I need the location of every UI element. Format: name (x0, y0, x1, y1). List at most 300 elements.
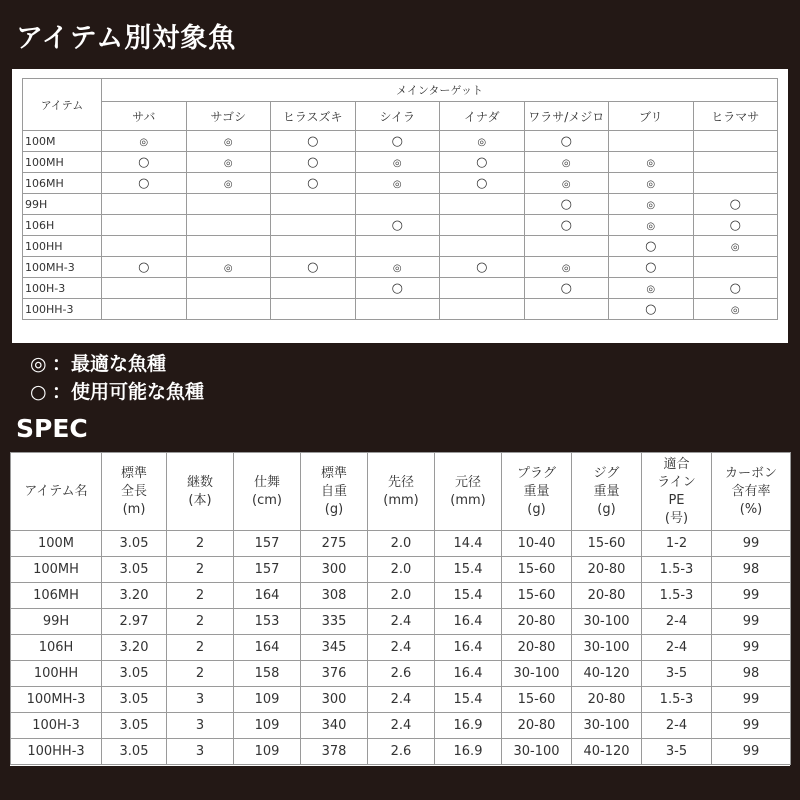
spec-value-cell: 2 (167, 635, 234, 661)
spec-header-line: 全長 (120, 483, 147, 499)
suitability-cell (440, 215, 525, 236)
spec-header-line: PE (668, 492, 685, 508)
suitability-cell (186, 152, 271, 173)
suitability-cell (102, 131, 187, 152)
table-row (23, 152, 778, 173)
suitability-cell (355, 257, 440, 278)
spec-panel (10, 452, 790, 766)
suitability-cell (693, 215, 778, 236)
spec-value-cell: 109 (234, 739, 301, 765)
spec-value-cell: 3.05 (102, 661, 167, 687)
target-fish-table (22, 78, 778, 320)
circle-icon: ○ (560, 217, 572, 233)
spec-item-name-cell: 106H (11, 635, 102, 661)
main-target-header: メインターゲット (102, 79, 778, 102)
suitability-cell (102, 257, 187, 278)
suitability-cell (609, 173, 694, 194)
suitability-cell (186, 194, 271, 215)
circle-icon: ○ (560, 133, 572, 149)
legend-best-text: ：最適な魚種 (52, 353, 167, 375)
suitability-cell (524, 299, 609, 320)
spec-header-line: プラグ (516, 465, 556, 481)
spec-value-cell: 376 (301, 661, 368, 687)
fish-header: ブリ (609, 102, 694, 131)
spec-value-cell: 2.0 (368, 583, 435, 609)
suitability-cell (271, 257, 356, 278)
spec-value-cell: 158 (234, 661, 301, 687)
fish-header: イナダ (440, 102, 525, 131)
suitability-cell (186, 257, 271, 278)
table-row (23, 131, 778, 152)
spec-value-cell: 153 (234, 609, 301, 635)
spec-value-cell: 2.4 (368, 609, 435, 635)
spec-value-cell: 300 (301, 687, 368, 713)
circle-icon: ○ (391, 133, 403, 149)
double-circle-icon: ◎ (561, 262, 571, 274)
spec-item-name-cell: 100MH-3 (11, 687, 102, 713)
fish-header: ヒラスズキ (271, 102, 356, 131)
suitability-cell (271, 173, 356, 194)
item-name-cell: 106H (23, 215, 102, 236)
spec-value-cell: 109 (234, 713, 301, 739)
spec-column-header (11, 453, 102, 531)
spec-value-cell: 2.6 (368, 739, 435, 765)
circle-icon: ○ (560, 280, 572, 296)
item-name-cell: 100M (23, 131, 102, 152)
suitability-cell (102, 194, 187, 215)
spec-column-header (368, 453, 435, 531)
spec-value-cell: 3-5 (642, 661, 712, 687)
spec-header-line: (本) (188, 492, 212, 508)
circle-icon: ○ (476, 175, 488, 191)
suitability-cell (186, 299, 271, 320)
spec-header-line: 継数 (186, 474, 213, 490)
spec-header-line: アイテム名 (24, 483, 88, 499)
spec-value-cell: 3.05 (102, 739, 167, 765)
spec-value-cell: 3.05 (102, 531, 167, 557)
legend-best (30, 349, 166, 376)
spec-value-cell: 16.9 (435, 713, 502, 739)
suitability-cell (524, 257, 609, 278)
suitability-cell (440, 278, 525, 299)
spec-header-line: (g) (597, 501, 616, 517)
suitability-cell (186, 278, 271, 299)
spec-value-cell: 40-120 (572, 739, 642, 765)
table-row (11, 635, 791, 661)
spec-value-cell: 378 (301, 739, 368, 765)
suitability-cell (524, 236, 609, 257)
spec-value-cell: 340 (301, 713, 368, 739)
suitability-cell (524, 194, 609, 215)
spec-value-cell: 3.05 (102, 687, 167, 713)
spec-value-cell: 3.05 (102, 557, 167, 583)
spec-value-cell: 98 (712, 661, 791, 687)
table-row (11, 713, 791, 739)
spec-value-cell: 2.0 (368, 557, 435, 583)
double-circle-icon: ◎ (392, 262, 402, 274)
spec-header-line: ジグ (593, 465, 620, 481)
suitability-cell (271, 152, 356, 173)
spec-item-name-cell: 99H (11, 609, 102, 635)
spec-column-header (502, 453, 572, 531)
spec-header-line: 自重 (320, 483, 347, 499)
table-row (23, 257, 778, 278)
item-name-cell: 100HH-3 (23, 299, 102, 320)
spec-value-cell: 16.4 (435, 609, 502, 635)
double-circle-icon: ◎ (730, 241, 740, 253)
spec-value-cell: 30-100 (502, 661, 572, 687)
suitability-cell (524, 278, 609, 299)
suitability-cell (609, 299, 694, 320)
circle-icon: ○ (138, 154, 150, 170)
spec-header-line: 先径 (387, 474, 414, 490)
suitability-cell (355, 194, 440, 215)
spec-header-line: (%) (739, 501, 763, 517)
spec-value-cell: 99 (712, 531, 791, 557)
spec-value-cell: 2.0 (368, 531, 435, 557)
spec-value-cell: 30-100 (572, 635, 642, 661)
spec-header-line: 標準 (320, 465, 347, 481)
spec-column-header (435, 453, 502, 531)
spec-value-cell: 15-60 (572, 531, 642, 557)
spec-value-cell: 1.5-3 (642, 557, 712, 583)
suitability-cell (524, 173, 609, 194)
fish-header: サバ (102, 102, 187, 131)
spec-value-cell: 2.6 (368, 661, 435, 687)
legend-usable (30, 377, 204, 404)
double-circle-icon: ◎ (223, 136, 233, 148)
suitability-cell (271, 278, 356, 299)
spec-value-cell: 20-80 (572, 687, 642, 713)
circle-icon: ○ (391, 280, 403, 296)
table-row (11, 531, 791, 557)
suitability-cell (440, 173, 525, 194)
spec-value-cell: 2 (167, 557, 234, 583)
circle-icon: ○ (476, 154, 488, 170)
suitability-cell (355, 215, 440, 236)
legend-usable-text: ：使用可能な魚種 (52, 381, 205, 403)
suitability-cell (609, 215, 694, 236)
spec-value-cell: 99 (712, 687, 791, 713)
spec-value-cell: 2.4 (368, 687, 435, 713)
spec-value-cell: 2.4 (368, 635, 435, 661)
double-circle-icon: ◎ (139, 136, 149, 148)
spec-value-cell: 14.4 (435, 531, 502, 557)
table-row (23, 278, 778, 299)
spec-value-cell: 15-60 (502, 557, 572, 583)
suitability-cell (693, 152, 778, 173)
spec-table (10, 452, 791, 765)
suitability-cell (102, 152, 187, 173)
spec-item-name-cell: 100MH (11, 557, 102, 583)
spec-header-line: (号) (664, 510, 689, 526)
suitability-cell (693, 236, 778, 257)
suitability-cell (524, 152, 609, 173)
table-row (23, 299, 778, 320)
suitability-cell (271, 299, 356, 320)
double-circle-icon: ◎ (477, 136, 487, 148)
spec-value-cell: 99 (712, 713, 791, 739)
spec-value-cell: 99 (712, 609, 791, 635)
suitability-cell (693, 278, 778, 299)
item-column-header: アイテム (23, 79, 102, 131)
suitability-cell (693, 194, 778, 215)
spec-item-name-cell: 106MH (11, 583, 102, 609)
spec-header-line: 元径 (454, 474, 481, 490)
suitability-cell (524, 131, 609, 152)
suitability-cell (609, 194, 694, 215)
fish-header: ワラサ/メジロ (524, 102, 609, 131)
circle-icon: ○ (307, 259, 319, 275)
spec-value-cell: 109 (234, 687, 301, 713)
suitability-cell (355, 173, 440, 194)
spec-value-cell: 2-4 (642, 609, 712, 635)
spec-column-header (301, 453, 368, 531)
spec-value-cell: 20-80 (502, 609, 572, 635)
suitability-cell (355, 236, 440, 257)
spec-header-line: 重量 (523, 483, 550, 499)
double-circle-icon: ◎ (30, 353, 47, 375)
table-row (23, 194, 778, 215)
circle-icon: ○ (729, 280, 741, 296)
suitability-cell (186, 173, 271, 194)
spec-value-cell: 164 (234, 635, 301, 661)
spec-header-line: カーボン (724, 465, 777, 481)
table-row (23, 173, 778, 194)
spec-value-cell: 157 (234, 557, 301, 583)
circle-icon: ○ (729, 196, 741, 212)
suitability-cell (355, 131, 440, 152)
spec-item-name-cell: 100M (11, 531, 102, 557)
spec-value-cell: 345 (301, 635, 368, 661)
spec-value-cell: 2 (167, 661, 234, 687)
table-row (23, 236, 778, 257)
suitability-cell (102, 236, 187, 257)
spec-value-cell: 308 (301, 583, 368, 609)
spec-value-cell: 15.4 (435, 557, 502, 583)
item-name-cell: 100MH (23, 152, 102, 173)
table-row (11, 557, 791, 583)
spec-column-header (234, 453, 301, 531)
suitability-cell (102, 215, 187, 236)
spec-header-line: 含有率 (731, 483, 771, 499)
spec-value-cell: 2 (167, 609, 234, 635)
spec-value-cell: 20-80 (572, 583, 642, 609)
spec-item-name-cell: 100HH-3 (11, 739, 102, 765)
suitability-cell (609, 131, 694, 152)
suitability-cell (271, 194, 356, 215)
spec-item-name-cell: 100HH (11, 661, 102, 687)
double-circle-icon: ◎ (561, 178, 571, 190)
spec-column-header (642, 453, 712, 531)
spec-header-line: ライン (657, 474, 696, 490)
spec-column-header (167, 453, 234, 531)
suitability-cell (186, 236, 271, 257)
spec-value-cell: 3 (167, 713, 234, 739)
spec-value-cell: 99 (712, 635, 791, 661)
spec-header-line: 重量 (593, 483, 620, 499)
spec-value-cell: 3 (167, 687, 234, 713)
spec-value-cell: 40-120 (572, 661, 642, 687)
spec-value-cell: 30-100 (502, 739, 572, 765)
spec-column-header (102, 453, 167, 531)
spec-column-header (572, 453, 642, 531)
item-name-cell: 100MH-3 (23, 257, 102, 278)
spec-value-cell: 15.4 (435, 583, 502, 609)
double-circle-icon: ◎ (646, 199, 656, 211)
spec-value-cell: 99 (712, 739, 791, 765)
spec-header-line: (cm) (252, 492, 282, 508)
double-circle-icon: ◎ (223, 157, 233, 169)
spec-value-cell: 335 (301, 609, 368, 635)
spec-value-cell: 20-80 (502, 713, 572, 739)
spec-value-cell: 20-80 (502, 635, 572, 661)
spec-header-line: 仕舞 (253, 474, 280, 490)
spec-value-cell: 98 (712, 557, 791, 583)
spec-value-cell: 2 (167, 531, 234, 557)
spec-header-line: (m) (122, 501, 146, 517)
suitability-cell (693, 299, 778, 320)
circle-icon: ○ (560, 196, 572, 212)
spec-value-cell: 20-80 (572, 557, 642, 583)
circle-icon: ○ (138, 175, 150, 191)
spec-value-cell: 2-4 (642, 635, 712, 661)
suitability-cell (355, 278, 440, 299)
spec-column-header (712, 453, 791, 531)
double-circle-icon: ◎ (223, 262, 233, 274)
circle-icon: ○ (307, 175, 319, 191)
spec-value-cell: 15.4 (435, 687, 502, 713)
spec-header-line: (mm) (383, 492, 419, 508)
spec-value-cell: 3 (167, 739, 234, 765)
double-circle-icon: ◎ (646, 220, 656, 232)
circle-icon: ○ (729, 217, 741, 233)
spec-value-cell: 30-100 (572, 713, 642, 739)
circle-icon: ○ (645, 301, 657, 317)
spec-header-line: (mm) (450, 492, 486, 508)
suitability-cell (609, 152, 694, 173)
spec-header-line: 標準 (120, 465, 147, 481)
circle-icon: ○ (307, 154, 319, 170)
suitability-cell (355, 299, 440, 320)
item-name-cell: 100H-3 (23, 278, 102, 299)
spec-value-cell: 16.9 (435, 739, 502, 765)
suitability-cell (440, 236, 525, 257)
spec-value-cell: 1.5-3 (642, 687, 712, 713)
suitability-cell (102, 173, 187, 194)
spec-value-cell: 99 (712, 583, 791, 609)
suitability-cell (186, 215, 271, 236)
spec-value-cell: 16.4 (435, 661, 502, 687)
fish-header: ヒラマサ (693, 102, 778, 131)
circle-icon: ○ (138, 259, 150, 275)
spec-value-cell: 1.5-3 (642, 583, 712, 609)
suitability-cell (609, 236, 694, 257)
double-circle-icon: ◎ (392, 157, 402, 169)
spec-value-cell: 30-100 (572, 609, 642, 635)
suitability-cell (440, 152, 525, 173)
spec-value-cell: 2 (167, 583, 234, 609)
suitability-cell (693, 257, 778, 278)
suitability-cell (440, 194, 525, 215)
spec-header-line: 適合 (663, 456, 690, 472)
fish-header: サゴシ (186, 102, 271, 131)
spec-item-name-cell: 100H-3 (11, 713, 102, 739)
spec-value-cell: 3-5 (642, 739, 712, 765)
fish-header: シイラ (355, 102, 440, 131)
item-name-cell: 99H (23, 194, 102, 215)
target-fish-panel (12, 69, 788, 343)
spec-value-cell: 3.20 (102, 635, 167, 661)
table-row (23, 215, 778, 236)
suitability-cell (693, 173, 778, 194)
suitability-cell (524, 215, 609, 236)
table-row (11, 661, 791, 687)
suitability-cell (102, 278, 187, 299)
spec-value-cell: 1-2 (642, 531, 712, 557)
circle-icon: ○ (391, 217, 403, 233)
suitability-cell (440, 257, 525, 278)
item-name-cell: 100HH (23, 236, 102, 257)
circle-icon: ○ (30, 381, 47, 403)
table-row (11, 687, 791, 713)
suitability-cell (440, 131, 525, 152)
circle-icon: ○ (645, 259, 657, 275)
item-name-cell: 106MH (23, 173, 102, 194)
double-circle-icon: ◎ (223, 178, 233, 190)
suitability-cell (271, 131, 356, 152)
double-circle-icon: ◎ (561, 157, 571, 169)
spec-value-cell: 164 (234, 583, 301, 609)
spec-value-cell: 15-60 (502, 583, 572, 609)
suitability-cell (693, 131, 778, 152)
double-circle-icon: ◎ (646, 283, 656, 295)
spec-value-cell: 300 (301, 557, 368, 583)
double-circle-icon: ◎ (392, 178, 402, 190)
circle-icon: ○ (645, 238, 657, 254)
suitability-cell (102, 299, 187, 320)
spec-value-cell: 2.4 (368, 713, 435, 739)
table-row (11, 739, 791, 765)
table-row (11, 609, 791, 635)
spec-value-cell: 10-40 (502, 531, 572, 557)
suitability-cell (271, 215, 356, 236)
suitability-cell (609, 257, 694, 278)
suitability-cell (355, 152, 440, 173)
spec-header-line: (g) (324, 501, 344, 517)
spec-header-line: (g) (527, 501, 546, 517)
suitability-cell (609, 278, 694, 299)
double-circle-icon: ◎ (730, 304, 740, 316)
table-row (11, 583, 791, 609)
double-circle-icon: ◎ (646, 178, 656, 190)
spec-value-cell: 2-4 (642, 713, 712, 739)
spec-value-cell: 2.97 (102, 609, 167, 635)
suitability-cell (440, 299, 525, 320)
circle-icon: ○ (476, 259, 488, 275)
circle-icon: ○ (307, 133, 319, 149)
suitability-cell (271, 236, 356, 257)
spec-title: SPEC (16, 414, 88, 443)
page-title: アイテム別対象魚 (16, 23, 237, 54)
spec-value-cell: 3.05 (102, 713, 167, 739)
spec-value-cell: 16.4 (435, 635, 502, 661)
spec-value-cell: 15-60 (502, 687, 572, 713)
double-circle-icon: ◎ (646, 157, 656, 169)
spec-value-cell: 157 (234, 531, 301, 557)
spec-value-cell: 3.20 (102, 583, 167, 609)
suitability-cell (186, 131, 271, 152)
